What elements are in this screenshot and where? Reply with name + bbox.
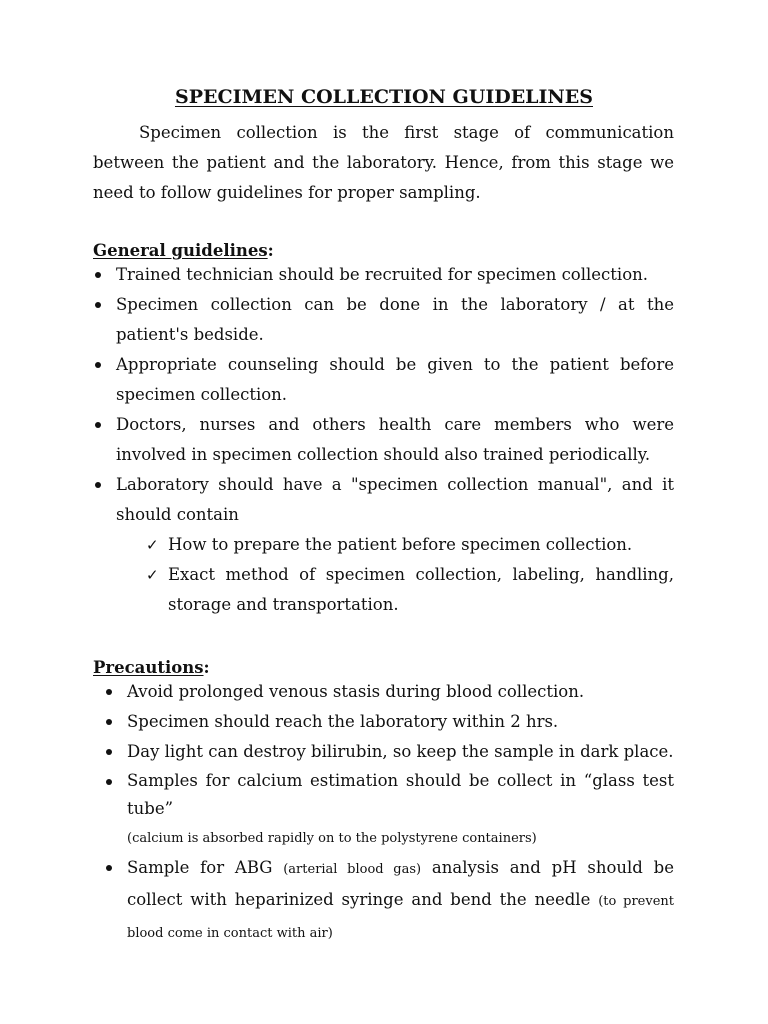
sub-list-item-text: How to prepare the patient before specimen collection.: [168, 535, 633, 554]
list-item-text: Samples for calcium estimation should be collect in “glass test tube”: [127, 771, 674, 818]
list-item-text: Doctors, nurses and others health care members who were involved in specimen collection should also trained periodically.: [116, 415, 674, 464]
list-item-text: Laboratory should have a "specimen collection manual", and it should contain: [116, 475, 674, 524]
bullet-dot-icon: [95, 302, 101, 308]
list-item: [116, 290, 674, 350]
bullet-dot-icon: [106, 749, 112, 755]
list-item: [127, 853, 674, 949]
list-item-text: Trained technician should be recruited for specimen collection.: [116, 265, 649, 284]
document-title: SPECIMEN COLLECTION GUIDELINES: [174, 86, 593, 108]
list-item: [127, 707, 674, 737]
bullet-dot-icon: [106, 865, 112, 871]
heading-colon: :: [267, 241, 274, 260]
bullet-dot-icon: [95, 482, 101, 488]
general-guidelines-list: [116, 260, 674, 620]
checkmark-icon: ✓: [146, 566, 159, 584]
list-item: [116, 410, 674, 470]
list-item-note: (calcium is absorbed rapidly on to the polystyrene containers): [127, 831, 537, 846]
general-guidelines-heading-text: General guidelines: [93, 241, 268, 260]
intro-text: Specimen collection is the first stage of communication between the patient and the laboratory. Hence, from this stage we need to follow guidelines for proper sampling.: [93, 123, 674, 202]
list-item: [127, 677, 674, 707]
bullet-dot-icon: [106, 719, 112, 725]
heading-colon: :: [203, 658, 210, 677]
list-item: [127, 737, 674, 767]
bullet-dot-icon: [106, 779, 112, 785]
bullet-dot-icon: [106, 689, 112, 695]
list-item-text: Specimen collection can be done in the laboratory / at the patient's bedside.: [116, 295, 674, 344]
checkmark-icon: ✓: [146, 536, 159, 554]
bullet-dot-icon: [95, 422, 101, 428]
sub-list-item-text: Exact method of specimen collection, labeling, handling, storage and transportation.: [168, 565, 674, 614]
list-item: [116, 470, 674, 620]
list-item-text: Appropriate counseling should be given to the patient before specimen collection.: [116, 355, 674, 404]
list-item-text: Specimen should reach the laboratory within 2 hrs.: [127, 712, 559, 731]
general-guidelines-heading: [93, 241, 274, 260]
precautions-heading-text: Precautions: [93, 658, 204, 677]
abbreviation-note: (arterial blood gas): [283, 862, 422, 877]
list-item-text: Day light can destroy bilirubin, so keep the sample in dark place.: [127, 742, 674, 761]
list-item-text: Avoid prolonged venous stasis during blood collection.: [127, 682, 585, 701]
list-item-note: (to prevent blood come in contact with air): [127, 894, 674, 941]
intro-paragraph: [93, 118, 674, 208]
bullet-dot-icon: [95, 362, 101, 368]
list-item-text: Sample for ABG: [127, 858, 273, 877]
list-item: [116, 350, 674, 410]
manual-contents-list: [146, 530, 674, 620]
bullet-dot-icon: [95, 272, 101, 278]
list-item-text: analysis and pH should be collect with heparinized syringe and bend the needle: [127, 858, 674, 909]
list-item: [116, 260, 674, 290]
precautions-list: [127, 677, 674, 949]
list-item: [127, 767, 674, 853]
sub-list-item: [146, 560, 674, 620]
sub-list-item: [146, 530, 674, 560]
precautions-heading: [93, 658, 210, 677]
